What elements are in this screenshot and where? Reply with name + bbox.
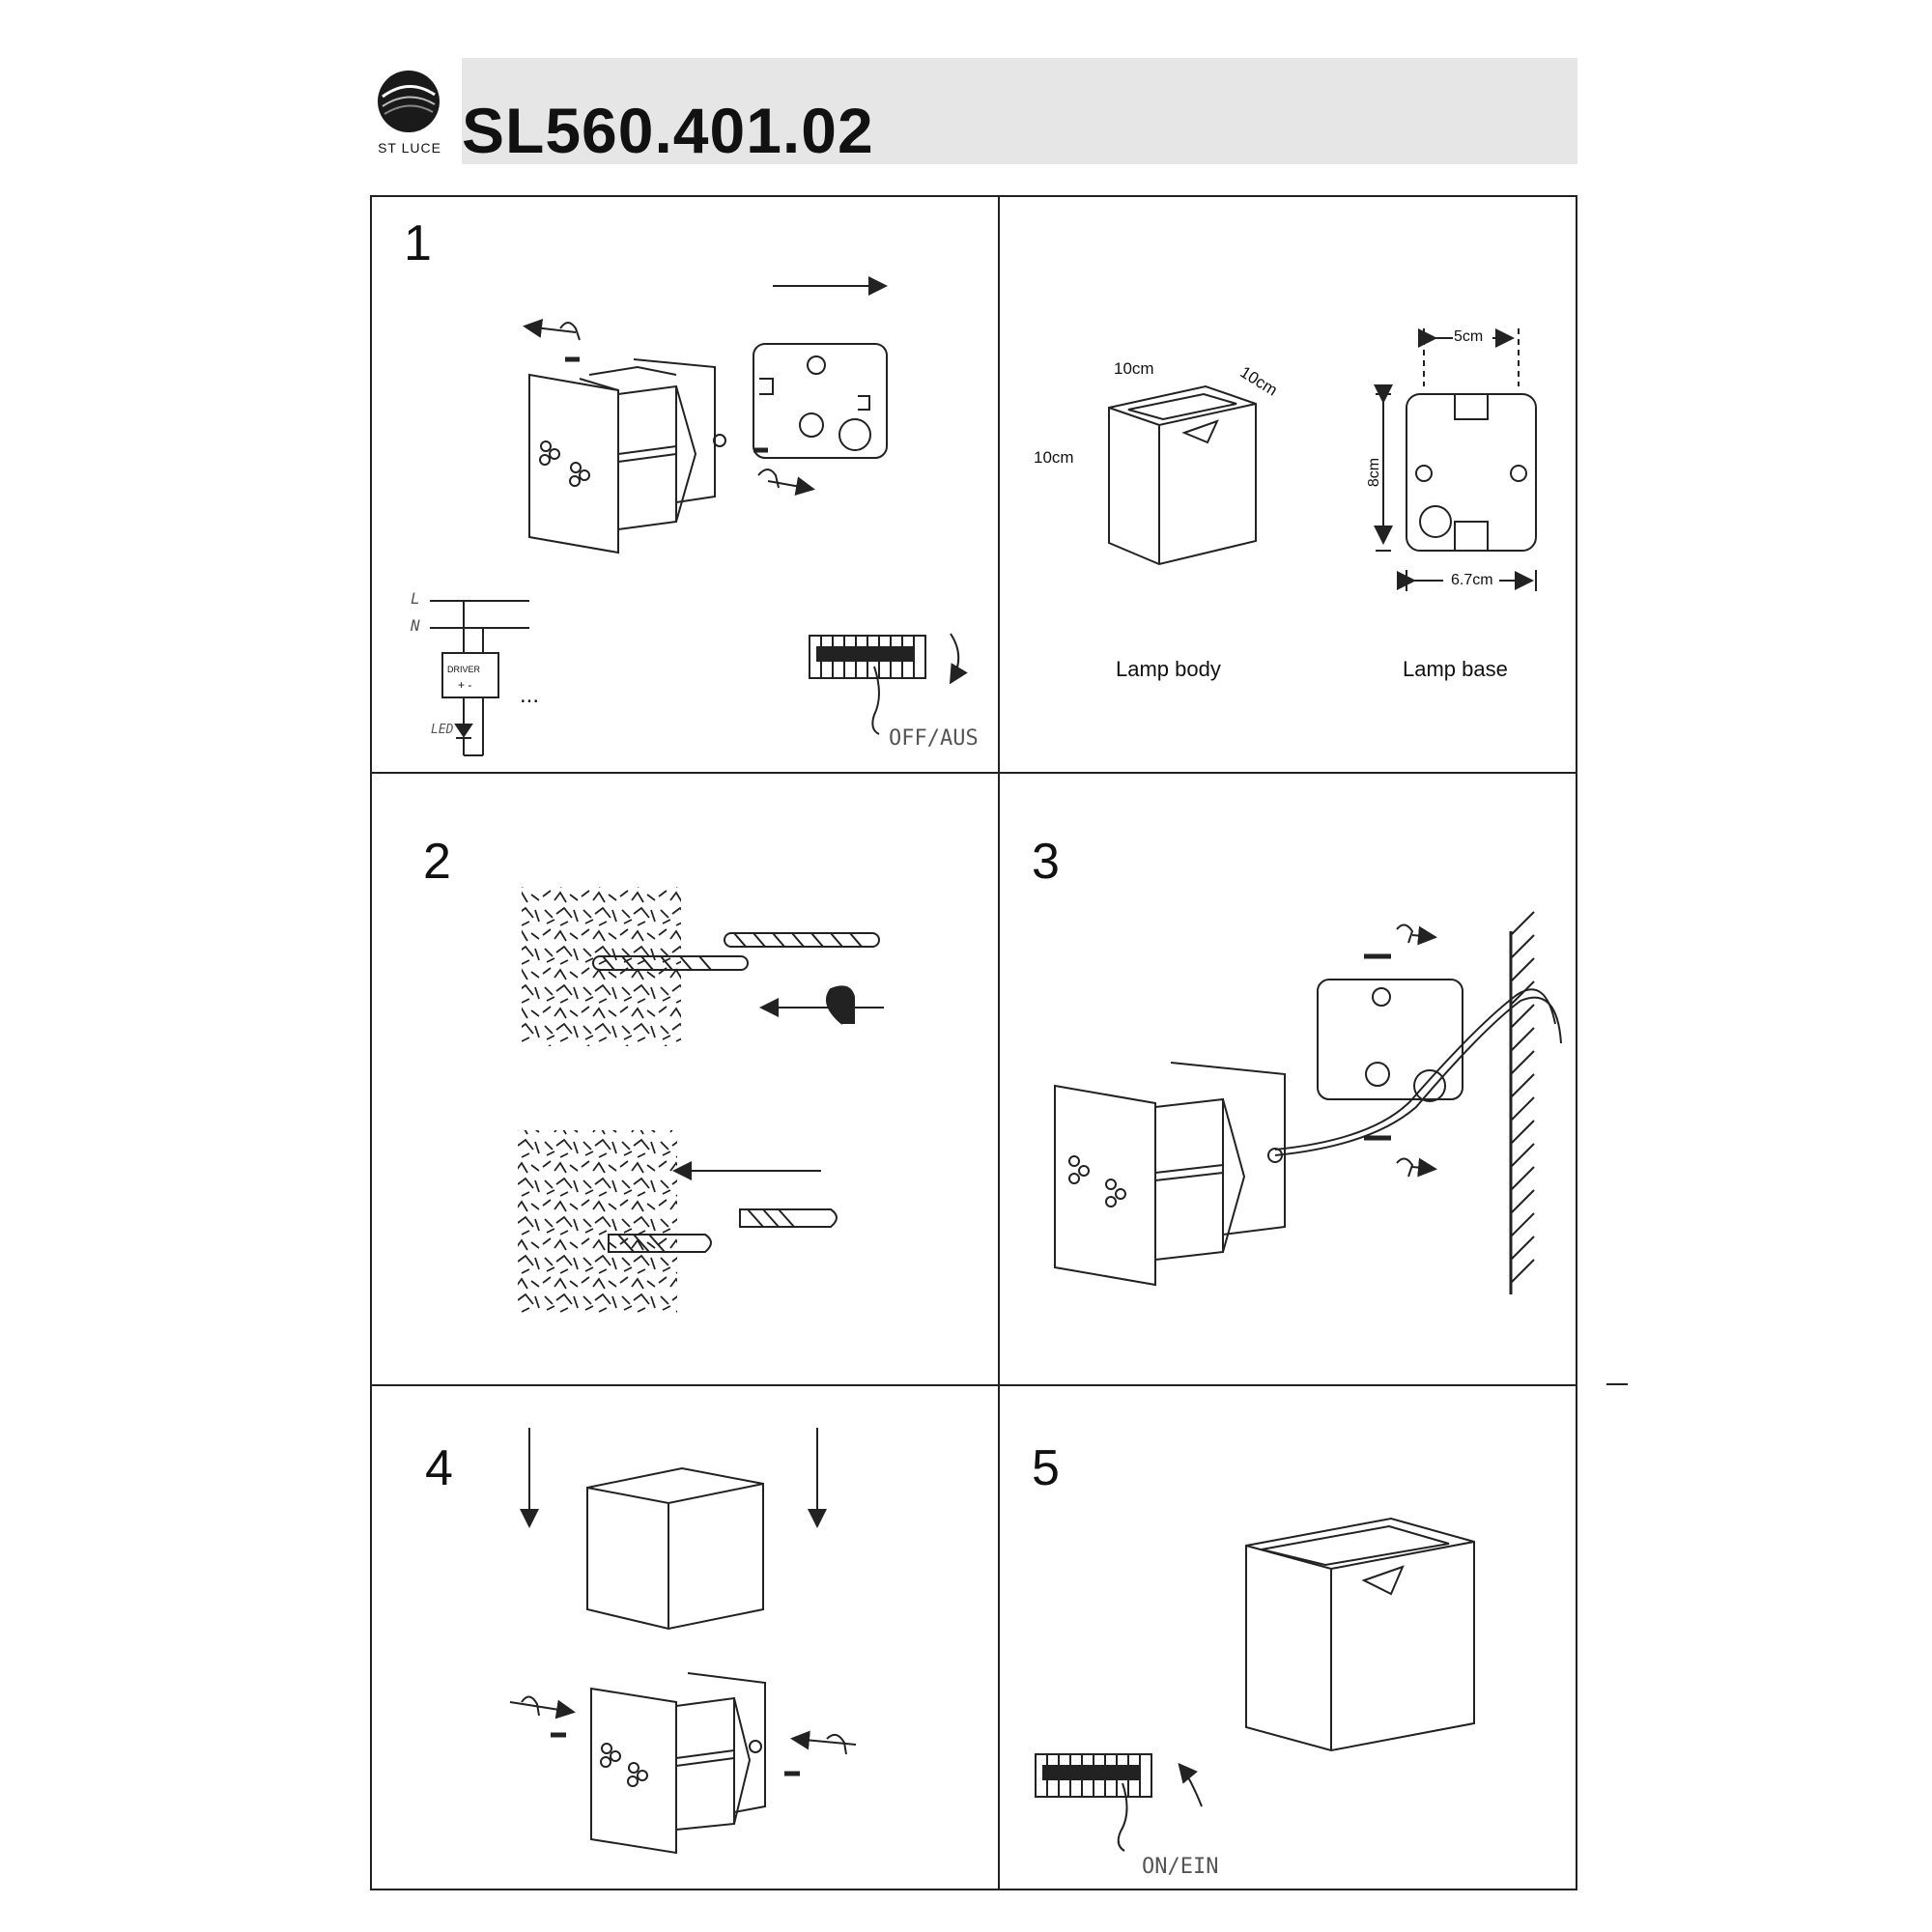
brand-name: ST LUCE <box>378 140 441 156</box>
body-height-label: 10cm <box>1034 448 1074 467</box>
step1-lamp-assembly <box>529 359 725 553</box>
wiring-driver-label: DRIVER <box>447 665 481 674</box>
step5-finished-lamp <box>1246 1519 1474 1750</box>
dimension-lamp-base <box>1376 328 1536 591</box>
switch-off-label: OFF/AUS <box>889 726 979 751</box>
body-depth-label: 10cm <box>1236 362 1281 400</box>
step3-screws <box>1364 924 1434 1177</box>
model-number: SL560.401.02 <box>462 95 874 166</box>
step3-mounting-base <box>1318 980 1463 1101</box>
switch-on-label: ON/EIN <box>1142 1855 1219 1879</box>
wiring-neutral-label: N <box>411 616 420 635</box>
step1-mounting-base <box>753 344 887 458</box>
step-3-number: 3 <box>1032 834 1060 890</box>
step3-lamp-assembly <box>1055 1063 1285 1285</box>
wiring-line-label: L <box>411 589 420 608</box>
step4-cover-box <box>587 1468 763 1629</box>
wiring-polarity-label: + - <box>458 678 472 692</box>
base-width-label: 6.7cm <box>1451 572 1493 588</box>
step4-screws <box>510 1696 856 1774</box>
wiring-led-label: LED <box>431 723 454 737</box>
step4-lamp-assembly <box>591 1673 765 1853</box>
dimension-lamp-body <box>1109 386 1256 564</box>
step1-screws <box>526 323 811 489</box>
base-height-label: 8cm <box>1366 457 1383 488</box>
step-4-number: 4 <box>425 1440 453 1496</box>
step5-circuit-breaker <box>1036 1754 1202 1851</box>
step-2-number: 2 <box>423 834 451 890</box>
lamp-base-caption: Lamp base <box>1403 657 1508 681</box>
step-1-number: 1 <box>404 215 432 271</box>
step2-wall-top <box>522 887 681 1046</box>
step3-wall <box>1511 912 1534 1294</box>
body-width-label: 10cm <box>1114 359 1154 378</box>
step2-rotate-icon <box>827 986 854 1024</box>
step2-wall-bottom <box>518 1130 677 1314</box>
wiring-more-label: ... <box>520 682 540 708</box>
lamp-body-caption: Lamp body <box>1116 657 1221 681</box>
step-5-number: 5 <box>1032 1440 1060 1496</box>
step1-circuit-breaker <box>810 634 958 734</box>
base-hole-spacing-label: 5cm <box>1454 328 1484 345</box>
